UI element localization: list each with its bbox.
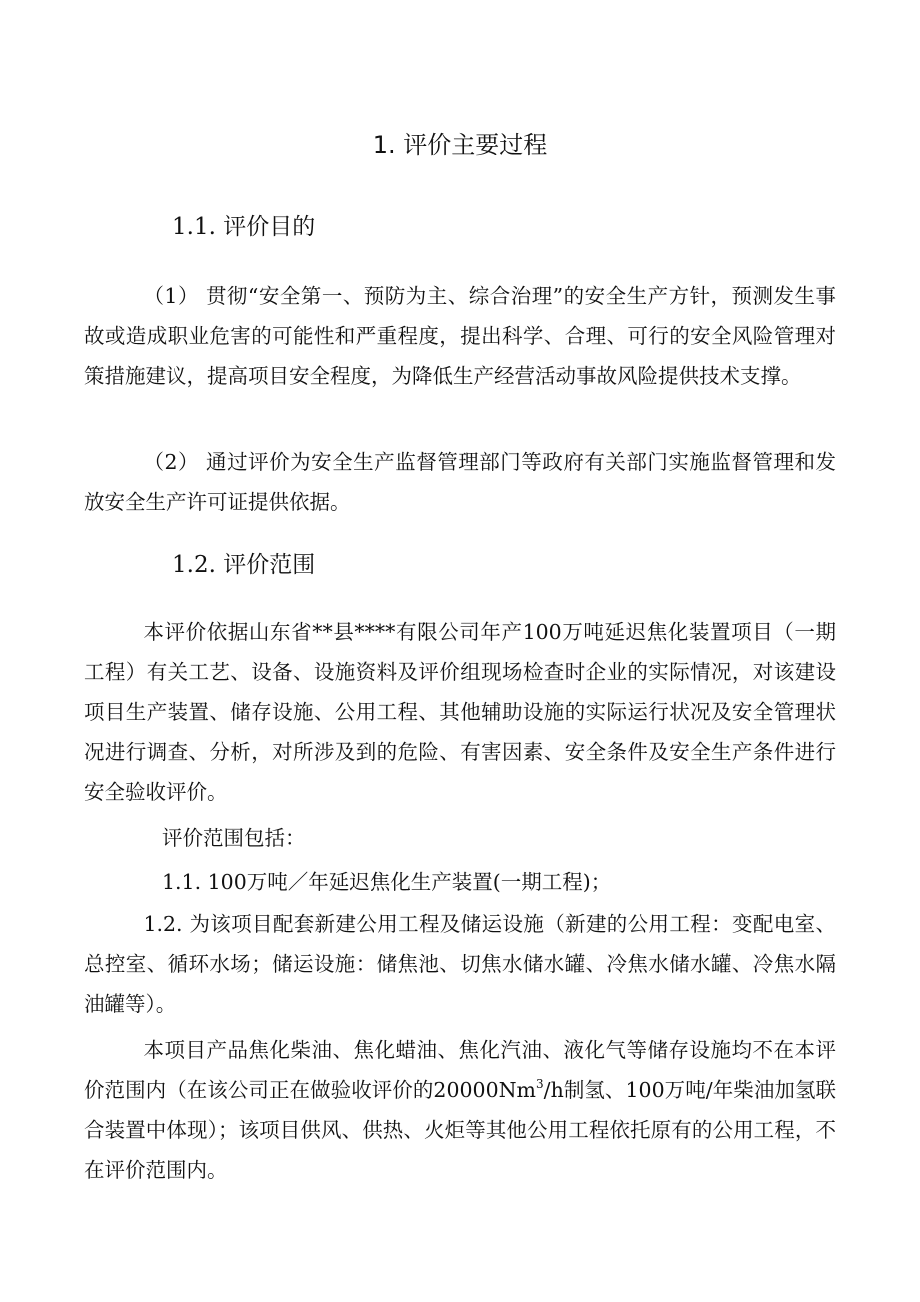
scope-paragraph-2-text-b: /h制氢、100万吨/年柴油加氢联合装置中体现）；该项目供风、供热、火炬等其他公用工程依托原有的公用工程，不在评价范围内。 (84, 1078, 836, 1182)
chapter-title: 1. 评价主要过程 (372, 131, 548, 159)
section-heading-scope: 1.2. 评价范围 (172, 552, 316, 578)
scope-paragraph-2 (84, 1030, 836, 1190)
section-heading-purpose: 1.1. 评价目的 (172, 214, 316, 240)
superscript-three: 3 (536, 1077, 544, 1091)
scope-item-1: 1.1. 100万吨／年延迟焦化生产装置(一期工程)； (162, 870, 612, 894)
scope-item-2: 1.2. 为该项目配套新建公用工程及储运设施（新建的公用工程：变配电室、总控室、循环水场；储运设施：储焦池、切焦水储水罐、冷焦水储水罐、冷焦水隔油罐等）。 (84, 912, 836, 1016)
scope-paragraph-2-text-a: 本项目产品焦化柴油、焦化蜡油、焦化汽油、液化气等储存设施均不在本评价范围内（在该公司正在做验收评价的20000Nm (84, 1038, 836, 1102)
scope-paragraph-1: 本评价依据山东省**县****有限公司年产100万吨延迟焦化装置项目（一期工程）有关工艺、设备、设施资料及评价组现场检查时企业的实际情况，对该建设项目生产装置、储存设施、公用工程、其他辅助设施的实际运行状况及安全管理状况进行调查、分析，对所涉及到的危险、有害因素、安全条件及安全生产条件进行安全验收评价。 (84, 620, 836, 804)
scope-intro: 评价范围包括： (162, 826, 306, 850)
purpose-paragraph-1: （1） 贯彻“安全第一、预防为主、综合治理”的安全生产方针，预测发生事故或造成职业危害的可能性和严重程度，提出科学、合理、可行的安全风险管理对策措施建议，提高项目安全程度，为降低生产经营活动事故风险提供技术支撑。 (84, 284, 836, 388)
purpose-paragraph-2: （2） 通过评价为安全生产监督管理部门等政府有关部门实施监督管理和发放安全生产许可证提供依据。 (84, 450, 836, 514)
